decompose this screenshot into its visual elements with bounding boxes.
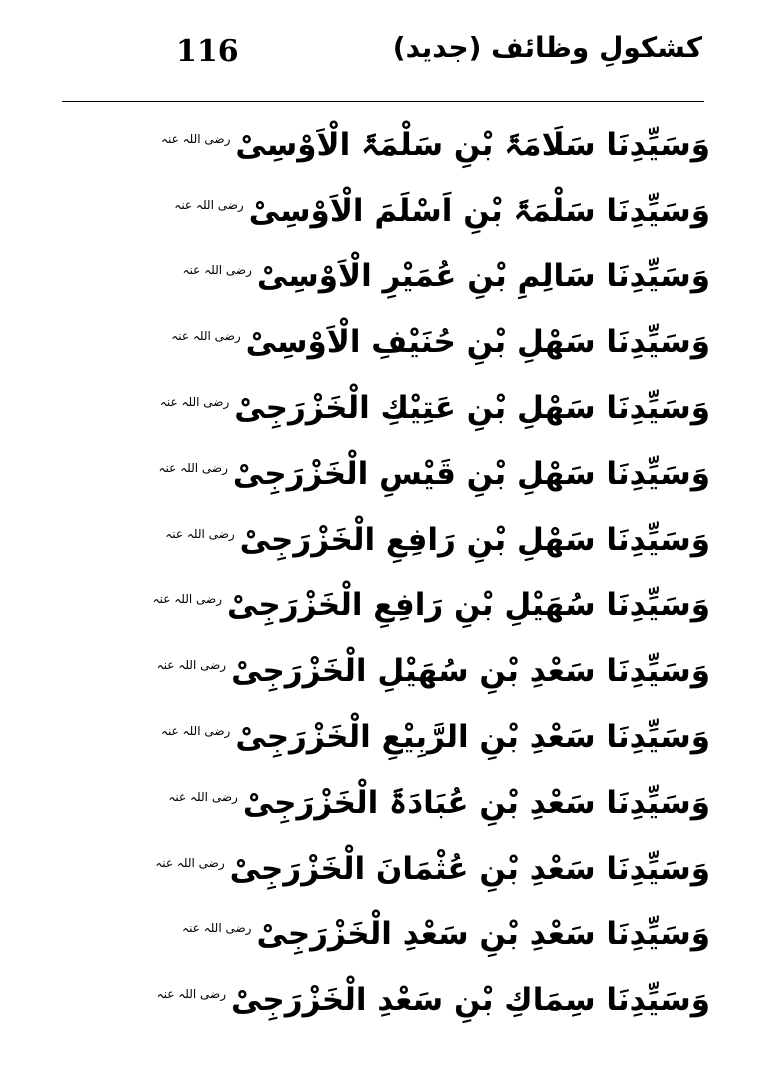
line-text: وَسَیِّدِنَا سَهْلِ بْنِ عَتِیْكِ الْخَزْرَجِیْ [234, 390, 710, 427]
line-text: وَسَیِّدِنَا سَعْدِ بْنِ عُثْمَانَ الْخَزْرَجِیْ [229, 850, 710, 887]
book-title: کشکولِ وظائف (جدید) [392, 31, 702, 64]
text-line [150, 309, 710, 375]
text-line [150, 902, 710, 968]
page-number: 116 [176, 34, 239, 69]
honorific-mark: رضی اللہ عنہ [160, 131, 231, 146]
honorific-mark: رضی اللہ عنہ [156, 658, 227, 673]
honorific-mark: رضی اللہ عنہ [160, 724, 231, 739]
text-line [150, 244, 710, 310]
line-text: وَسَیِّدِنَا سَعْدِ بْنِ سُهَیْلِ الْخَزْرَجِیْ [231, 653, 710, 690]
honorific-mark: رضی اللہ عنہ [171, 329, 241, 344]
line-text: وَسَیِّدِنَا سَهْلِ بْنِ قَیْسِ الْخَزْرَجِیْ [232, 455, 710, 492]
text-line [150, 375, 710, 441]
honorific-mark: رضی اللہ عنہ [155, 855, 225, 870]
text-line [150, 704, 710, 770]
line-text: وَسَیِّدِنَا سَالِمِ بْنِ عُمَیْرِ الْاَوْسِیْ [256, 258, 710, 295]
text-line [150, 770, 710, 836]
line-text: وَسَیِّدِنَا سَلْمَۃَ بْنِ اَسْلَمَ الْاَوْسِیْ [248, 192, 710, 229]
honorific-mark: رضی اللہ عنہ [182, 921, 252, 936]
honorific-mark: رضی اللہ عنہ [152, 592, 223, 607]
text-line [150, 573, 710, 639]
line-text: وَسَیِّدِنَا سَهْلِ بْنِ رَافِعِ الْخَزْرَجِیْ [239, 521, 710, 558]
text-line [150, 967, 710, 1033]
text-line [150, 441, 710, 507]
line-text: وَسَیِّدِنَا سَعْدِ بْنِ سَعْدِ الْخَزْرَجِیْ [256, 916, 710, 953]
text-line [150, 178, 710, 244]
line-text: وَسَیِّدِنَا سُهَیْلِ بْنِ رَافِعِ الْخَزْرَجِیْ [227, 587, 710, 624]
honorific-mark: رضی اللہ عنہ [182, 263, 252, 278]
honorific-mark: رضی اللہ عنہ [158, 460, 228, 475]
honorific-mark: رضی اللہ عنہ [159, 395, 230, 410]
page-header [60, 22, 710, 82]
text-line [150, 836, 710, 902]
honorific-mark: رضی اللہ عنہ [174, 197, 244, 212]
text-lines [150, 112, 710, 1033]
line-text: وَسَیِّدِنَا سَهْلِ بْنِ حُنَیْفِ الْاَوْسِیْ [245, 324, 710, 361]
honorific-mark: رضی اللہ عنہ [156, 987, 227, 1002]
text-line [150, 507, 710, 573]
header-divider [62, 101, 704, 102]
line-text: وَسَیِّدِنَا سَعْدِ بْنِ عُبَادَۃَ الْخَزْرَجِیْ [242, 784, 710, 821]
honorific-mark: رضی اللہ عنہ [165, 526, 235, 541]
text-line [150, 112, 710, 178]
honorific-mark: رضی اللہ عنہ [168, 789, 238, 804]
line-text: وَسَیِّدِنَا سَلَامَۃَ بْنِ سَلْمَۃَ الْاَوْسِیْ [235, 126, 710, 163]
line-text: وَسَیِّدِنَا سِمَاكِ بْنِ سَعْدِ الْخَزْرَجِیْ [231, 982, 710, 1019]
line-text: وَسَیِّدِنَا سَعْدِ بْنِ الرَّبِیْعِ الْخَزْرَجِیْ [235, 719, 710, 756]
text-line [150, 638, 710, 704]
